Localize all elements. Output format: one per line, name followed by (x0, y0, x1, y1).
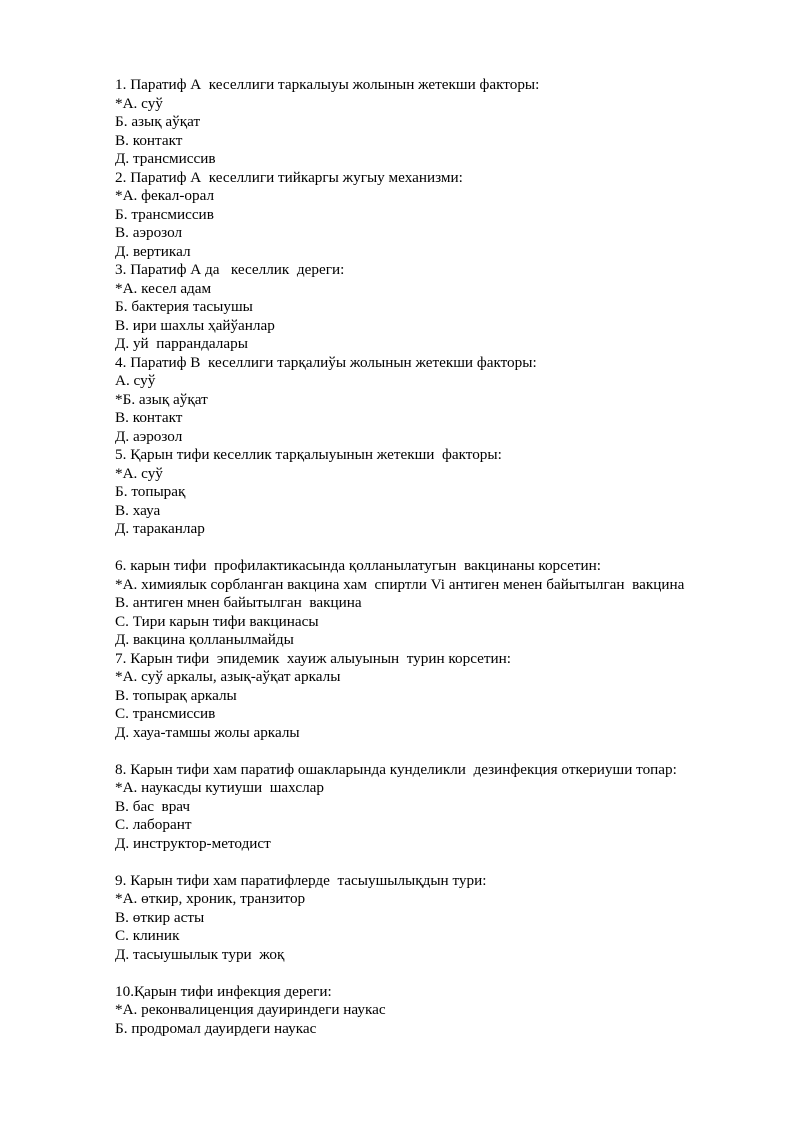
text-line: 3. Паратиф А да кеселлик дереги: (115, 261, 345, 278)
text-line: 10.Қарын тифи инфекция дереги: (115, 982, 332, 1000)
text-line: Д. уй паррандалары (115, 335, 248, 352)
text-line: *А. суў аркалы, азық-аўқат аркалы (115, 668, 341, 685)
text-line: В. контакт (115, 131, 183, 149)
text-line: Б. топырақ (115, 483, 186, 500)
text-line: *А. суў (115, 464, 163, 482)
text-line: 8. Карын тифи хам паратиф ошакларында кунделикли дезинфекция откериуши топар: (115, 760, 677, 778)
text-line: *Б. азық аўқат (115, 390, 208, 408)
blank-line (115, 539, 775, 558)
text-line: В. аэрозол (115, 224, 183, 241)
blank-line (115, 964, 775, 983)
text-line: Д. вертикал (115, 242, 191, 260)
text-line: Б. трансмиссив (115, 205, 214, 223)
text-line: 7. Карын тифи эпидемик хауиж алыуынын турин корсетин: (115, 649, 511, 667)
text-line: Д. вакцина қолланылмайды (115, 631, 294, 648)
text-line: В. антиген мнен байытылган вакцина (115, 594, 362, 611)
text-line: Д. трансмиссив (115, 150, 216, 167)
text-line: С. трансмиссив (115, 705, 216, 722)
text-line: В. топырақ аркалы (115, 686, 237, 704)
text-line: *А. реконвалиценция дауириндеги наукас (115, 1001, 386, 1018)
text-line: 6. карын тифи профилактикасында қолланылатугын вакцинаны корсетин: (115, 557, 601, 574)
text-line: Б. продромал дауирдеги наукас (115, 1019, 317, 1037)
blank-line (115, 742, 775, 761)
text-line: В. өткир асты (115, 908, 205, 926)
text-line: А. суў (115, 372, 156, 389)
text-line: *А. өткир, хроник, транзитор (115, 890, 306, 907)
text-line: В. ири шахлы ҳайўанлар (115, 316, 275, 334)
text-line: *А. наукасды кутиуши шахслар (115, 779, 324, 796)
text-line: Д. хауа-тамшы жолы аркалы (115, 723, 300, 741)
text-line: Д. аэрозол (115, 427, 183, 445)
text-line: Д. инструктор-методист (115, 834, 271, 852)
text-line: 2. Паратиф А кеселлиги тийкаргы жугыу механизми: (115, 168, 463, 186)
text-line: С. Тири карын тифи вакцинасы (115, 612, 319, 630)
text-line: Б. бактерия тасыушы (115, 298, 253, 315)
blank-line (115, 853, 775, 872)
text-line: 9. Карын тифи хам паратифлерде тасыушылықдын тури: (115, 871, 487, 889)
text-line: *А. суў (115, 94, 163, 112)
text-line: В. бас врач (115, 797, 191, 815)
text-line: *А. фекал-орал (115, 187, 215, 204)
text-line: Д. тасыушылык тури жоқ (115, 945, 285, 963)
text-line: 5. Қарын тифи кеселлик тарқалыуынын жетекши факторы: (115, 446, 502, 463)
text-line: С. лаборант (115, 816, 192, 833)
text-line: Д. тараканлар (115, 520, 205, 537)
text-line: 1. Паратиф А кеселлиги таркалыуы жолынын жетекши факторы: (115, 76, 540, 93)
document-body (115, 76, 775, 1038)
text-line: *А. кесел адам (115, 279, 212, 297)
text-line: *А. химиялык сорбланган вакцина хам спиртли Vi антиген менен байытылган вакцина (115, 575, 685, 593)
text-line: Б. азық аўқат (115, 113, 201, 130)
text-line: В. хауа (115, 501, 161, 519)
text-line: 4. Паратиф В кеселлиги тарқалиўы жолынын жетекши факторы: (115, 353, 537, 371)
text-line: С. клиник (115, 927, 180, 944)
text-line: В. контакт (115, 409, 183, 426)
